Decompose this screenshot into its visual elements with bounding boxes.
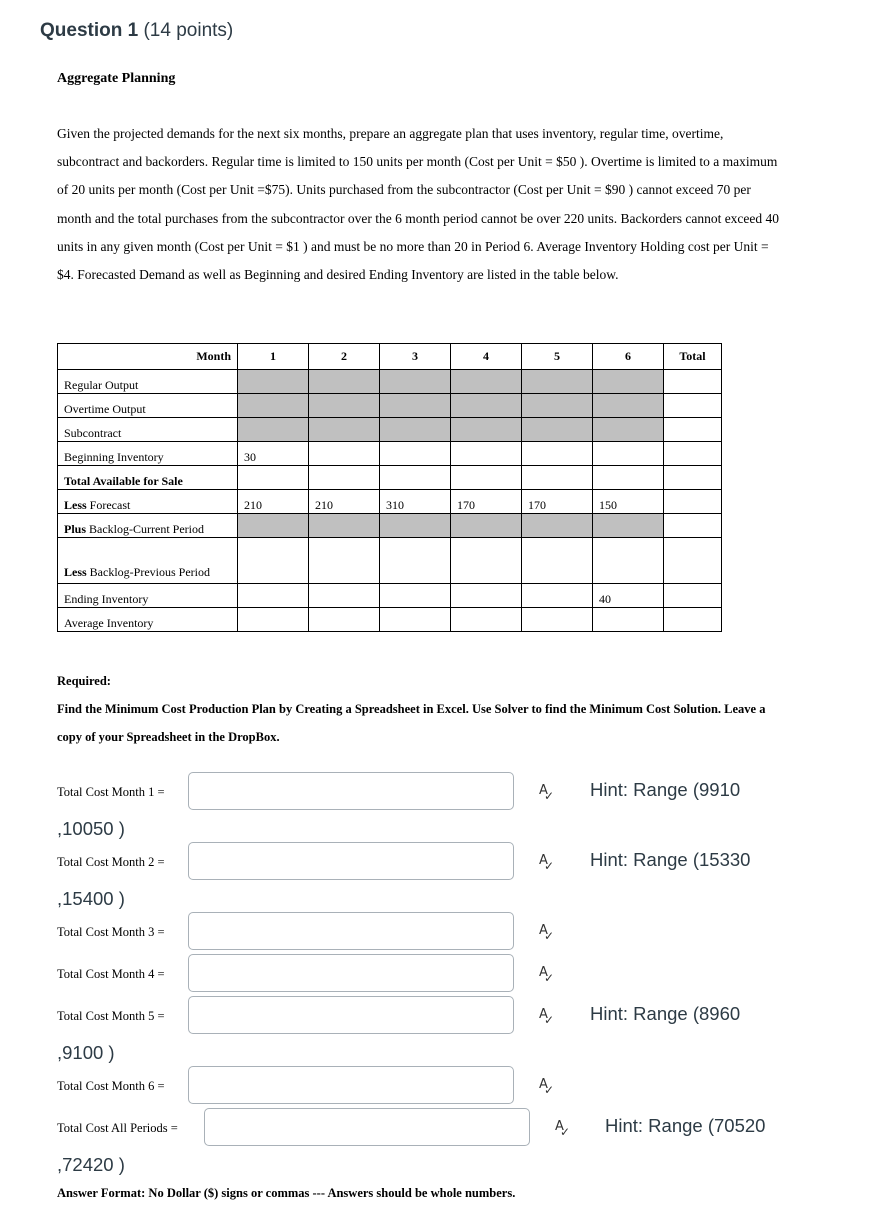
table-cell [309, 514, 380, 538]
header-cell: 5 [522, 344, 593, 370]
total-cell [664, 418, 722, 442]
row-label-bold: Plus [64, 522, 87, 536]
spellcheck-icon[interactable]: A ✓ [539, 783, 555, 803]
table-cell [309, 442, 380, 466]
spellcheck-icon[interactable]: A ✓ [539, 853, 555, 873]
spellcheck-icon[interactable]: A ✓ [539, 923, 555, 943]
table-header [58, 344, 722, 370]
table-cell [380, 394, 451, 418]
total-cell [664, 514, 722, 538]
table-cell: 40 [593, 584, 664, 608]
subtitle: Aggregate Planning [57, 71, 176, 86]
table-cell [380, 466, 451, 490]
table-cell [451, 466, 522, 490]
header-cell: Total [664, 344, 722, 370]
table-cell [522, 370, 593, 394]
table-cell: 30 [238, 442, 309, 466]
table-cell [380, 514, 451, 538]
row-label-bold: Less [64, 565, 87, 579]
answer-label: Total Cost All Periods = [57, 1121, 178, 1135]
header-cell: 2 [309, 344, 380, 370]
answer-label: Total Cost Month 3 = [57, 925, 165, 939]
spellcheck-icon[interactable]: A ✓ [539, 1077, 555, 1097]
table-cell: 170 [522, 490, 593, 514]
table-cell [238, 584, 309, 608]
row-label [58, 442, 238, 466]
answer-input[interactable] [188, 954, 514, 992]
table-cell [593, 442, 664, 466]
table-cell [522, 538, 593, 584]
table-cell [451, 538, 522, 584]
table-cell: 210 [309, 490, 380, 514]
table-row [58, 370, 722, 394]
hint-text: Hint: Range (70520 [605, 1115, 766, 1136]
table-cell [522, 584, 593, 608]
table-cell [451, 584, 522, 608]
row-label-bold: Less [64, 498, 87, 512]
table-row [58, 608, 722, 632]
question-points: (14 points) [143, 20, 234, 41]
row-label [58, 514, 238, 538]
table-cell [238, 514, 309, 538]
answer-input[interactable] [204, 1108, 530, 1146]
table-cell [522, 442, 593, 466]
table-cell [238, 466, 309, 490]
hint-continuation: ,15400 ) [57, 888, 125, 909]
answer-label: Total Cost Month 5 = [57, 1009, 165, 1023]
header-cell: Month [58, 344, 238, 370]
row-label-bold: Total Available for Sale [64, 474, 183, 488]
hint-text: Hint: Range (8960 [590, 1003, 741, 1024]
row-label-text: Forecast [86, 498, 131, 512]
question-title [40, 20, 233, 42]
row-label-text: Overtime Output [64, 402, 146, 416]
table-cell [593, 538, 664, 584]
table-cell [380, 442, 451, 466]
table-cell [380, 418, 451, 442]
question-number: Question 1 [40, 20, 139, 41]
table-cell [238, 418, 309, 442]
table-cell [593, 608, 664, 632]
table-cell [593, 370, 664, 394]
table-cell [380, 370, 451, 394]
table-cell [309, 394, 380, 418]
table-cell [593, 394, 664, 418]
problem-paragraph: Given the projected demands for the next six months, prepare an aggregate plan that uses inventory, regular time, overtime, subcontract and backorders. Regular time is limited to 150 units per month (Cost per Unit = $50 ). Overtime is limited to a maximum of 20 units per month (Cost per Unit =$75). Units purchased from the subcontractor (Cost per Unit = $90 ) cannot exceed 70 per month and the total purchases from the subcontractor over the 6 month period cannot be over 220 units. Backorders cannot exceed 40 units in any given month (Cost per Unit = $1 ) and must be no more than 20 in Period 6. Average Inventory Holding cost per Unit = $4. Forecasted Demand as well as Beginning and desired Ending Inventory are listed in the table below. [57, 126, 780, 283]
table-cell: 310 [380, 490, 451, 514]
table-cell [451, 608, 522, 632]
row-label-text: Average Inventory [64, 616, 154, 630]
hint-continuation: ,72420 ) [57, 1154, 125, 1175]
hint-continuation: ,10050 ) [57, 818, 125, 839]
row-label-text: Regular Output [64, 378, 139, 392]
answer-input[interactable] [188, 1066, 514, 1104]
table-cell [522, 608, 593, 632]
table-cell [522, 394, 593, 418]
table-cell [309, 538, 380, 584]
row-label [58, 466, 238, 490]
table-cell [451, 370, 522, 394]
table-cell [593, 418, 664, 442]
table-cell [522, 418, 593, 442]
hint-continuation: ,9100 ) [57, 1042, 115, 1063]
row-label [58, 608, 238, 632]
table-row [58, 442, 722, 466]
table-row [58, 584, 722, 608]
answer-input[interactable] [188, 772, 514, 810]
table-cell: 170 [451, 490, 522, 514]
table-cell [522, 514, 593, 538]
row-label [58, 584, 238, 608]
table-cell [593, 466, 664, 490]
header-cell: 4 [451, 344, 522, 370]
header-cell: 6 [593, 344, 664, 370]
row-label-text: Beginning Inventory [64, 450, 164, 464]
hint-text: Hint: Range (15330 [590, 849, 751, 870]
table-cell [451, 418, 522, 442]
table-row [58, 418, 722, 442]
spellcheck-icon[interactable]: A ✓ [539, 965, 555, 985]
answer-input[interactable] [188, 842, 514, 880]
total-cell [664, 608, 722, 632]
table-cell [309, 370, 380, 394]
table-cell [309, 418, 380, 442]
row-label [58, 394, 238, 418]
row-label-text: Backlog-Previous Period [86, 565, 210, 579]
answer-input[interactable] [188, 912, 514, 950]
spellcheck-icon[interactable]: A ✓ [555, 1119, 571, 1139]
table-cell [380, 538, 451, 584]
table-cell [380, 608, 451, 632]
table-cell [593, 514, 664, 538]
table-row [58, 490, 722, 514]
table-cell [451, 442, 522, 466]
header-cell: 1 [238, 344, 309, 370]
planning-table [57, 343, 722, 632]
table-cell [238, 538, 309, 584]
answer-label: Total Cost Month 6 = [57, 1079, 165, 1093]
table-cell [309, 608, 380, 632]
answer-input[interactable] [188, 996, 514, 1034]
total-cell [664, 370, 722, 394]
total-cell [664, 466, 722, 490]
table-cell [451, 394, 522, 418]
table-cell [451, 514, 522, 538]
spellcheck-icon[interactable]: A ✓ [539, 1007, 555, 1027]
total-cell [664, 490, 722, 514]
hint-text: Hint: Range (9910 [590, 779, 741, 800]
answer-label: Total Cost Month 2 = [57, 855, 165, 869]
total-cell [664, 584, 722, 608]
required-text: Find the Minimum Cost Production Plan by Creating a Spreadsheet in Excel. Use Solver to find the Minimum Cost Solution. Leave a copy of your Spreadsheet in the DropBox. [57, 702, 766, 744]
table-row [58, 394, 722, 418]
answer-label: Total Cost Month 4 = [57, 967, 165, 981]
table-cell [380, 584, 451, 608]
row-label [58, 490, 238, 514]
table-cell [238, 608, 309, 632]
table-cell [522, 466, 593, 490]
required-section [57, 667, 777, 751]
format-note: Answer Format: No Dollar ($) signs or commas --- Answers should be whole numbers. [57, 1186, 516, 1200]
row-label [58, 370, 238, 394]
table-row [58, 514, 722, 538]
header-cell: 3 [380, 344, 451, 370]
table-cell [309, 584, 380, 608]
table-cell [238, 370, 309, 394]
total-cell [664, 442, 722, 466]
table-cell [309, 466, 380, 490]
table-row [58, 538, 722, 584]
row-label [58, 418, 238, 442]
table-cell: 150 [593, 490, 664, 514]
row-label-text: Ending Inventory [64, 592, 149, 606]
row-label [58, 538, 238, 584]
table-cell: 210 [238, 490, 309, 514]
answer-label: Total Cost Month 1 = [57, 785, 165, 799]
total-cell [664, 538, 722, 584]
total-cell [664, 394, 722, 418]
table-row [58, 466, 722, 490]
table-cell [238, 394, 309, 418]
row-label-text: Subcontract [64, 426, 122, 440]
required-heading: Required: [57, 674, 111, 688]
row-label-text: Backlog-Current Period [86, 522, 204, 536]
